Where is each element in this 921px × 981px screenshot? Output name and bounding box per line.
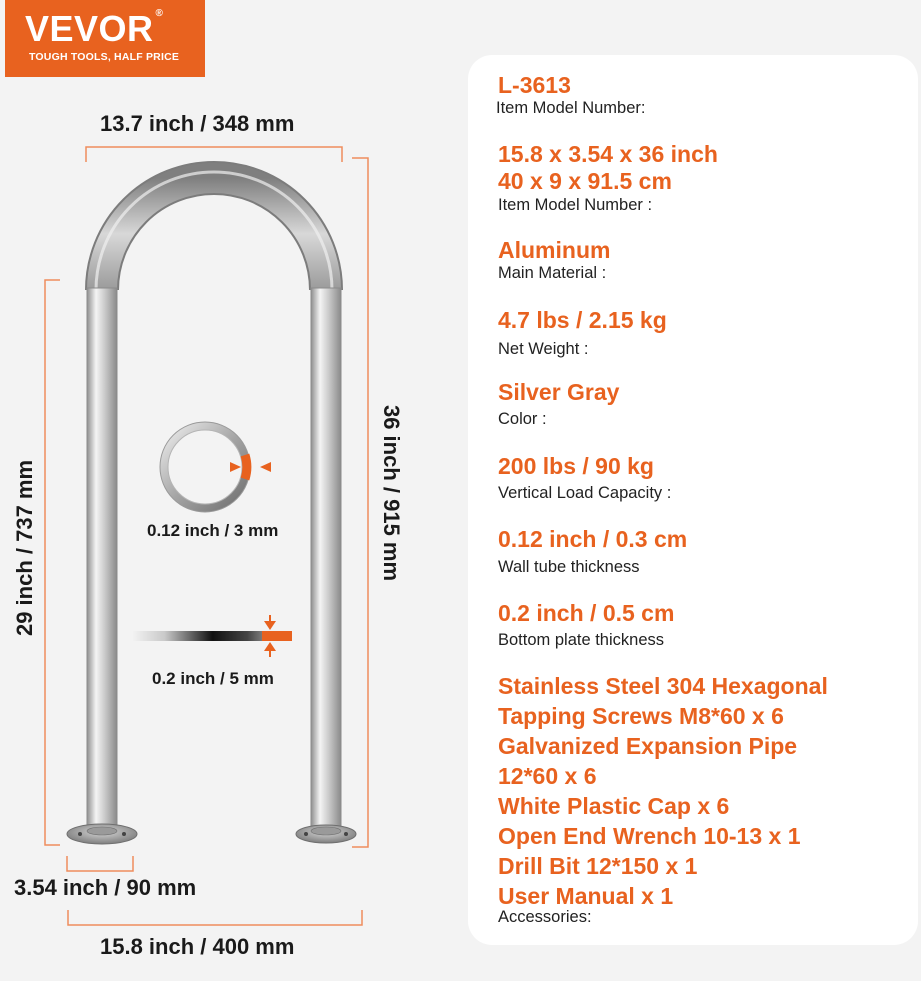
spec-color xyxy=(498,379,619,429)
spec-load-capacity xyxy=(498,453,671,503)
spec-label: Vertical Load Capacity : xyxy=(498,484,672,502)
total-width-line xyxy=(68,910,362,925)
registered-mark: ® xyxy=(155,8,164,19)
leg-height-label: 29 inch / 737 mm xyxy=(12,459,37,637)
spec-value: Silver Gray xyxy=(498,379,620,405)
logo-tagline: TOUGH TOOLS, HALF PRICE xyxy=(29,51,180,63)
top-width-line xyxy=(86,147,342,162)
base-width-line xyxy=(67,856,133,871)
right-leg xyxy=(311,288,341,831)
rack-arch xyxy=(96,172,332,290)
spec-label: Net Weight : xyxy=(498,340,589,358)
plate-cross-section xyxy=(133,631,292,641)
spec-net-weight xyxy=(498,307,667,359)
spec-material xyxy=(498,237,610,283)
spec-label: Wall tube thickness xyxy=(498,558,640,576)
base-width-label: 3.54 inch / 90 mm xyxy=(14,875,197,900)
spec-value: Stainless Steel 304 Hexagonal Tapping Screws M8*60 x 6 Galvanized Expansion Pipe 12*60 x 6 White Plastic Cap x 6 Open End Wrench 10-13 x 1 Drill Bit 12*150 x 1 User Manual x 1 xyxy=(498,673,828,909)
spec-value: 15.8 x 3.54 x 36 inch 40 x 9 x 91.5 cm xyxy=(498,141,718,194)
spec-value: 200 lbs / 90 kg xyxy=(498,453,654,479)
spec-plate-thickness xyxy=(498,600,674,650)
spec-value: L-3613 xyxy=(498,72,571,98)
spec-value: 0.2 inch / 0.5 cm xyxy=(498,600,675,626)
left-leg xyxy=(87,288,117,831)
spec-label: Bottom plate thickness xyxy=(498,631,664,649)
left-flange xyxy=(67,820,137,844)
total-height-line xyxy=(352,158,368,847)
spec-accessories xyxy=(498,671,828,927)
total-width-label: 15.8 inch / 400 mm xyxy=(100,934,295,959)
total-height-label: 36 inch / 915 mm xyxy=(379,404,404,582)
spec-label: Color : xyxy=(498,410,547,428)
spec-label: Main Material : xyxy=(498,264,607,282)
plate-thickness-label: 0.2 inch / 5 mm xyxy=(152,669,274,688)
spec-model-number xyxy=(498,72,645,118)
leg-height-line xyxy=(45,280,60,845)
spec-value: 0.12 inch / 0.3 cm xyxy=(498,526,688,552)
spec-dimensions xyxy=(498,141,718,215)
spec-value: Aluminum xyxy=(498,237,611,263)
wall-thickness-label: 0.12 inch / 3 mm xyxy=(147,521,279,540)
spec-label: Item Model Number: xyxy=(496,99,646,117)
spec-label: Item Model Number : xyxy=(498,196,653,214)
spec-value: 4.7 lbs / 2.15 kg xyxy=(498,307,667,333)
spec-label: Accessories: xyxy=(498,908,592,926)
right-flange xyxy=(296,820,356,843)
top-width-label: 13.7 inch / 348 mm xyxy=(100,111,295,136)
spec-wall-thickness xyxy=(498,526,687,577)
logo-brand: VEVOR ® xyxy=(25,8,164,49)
